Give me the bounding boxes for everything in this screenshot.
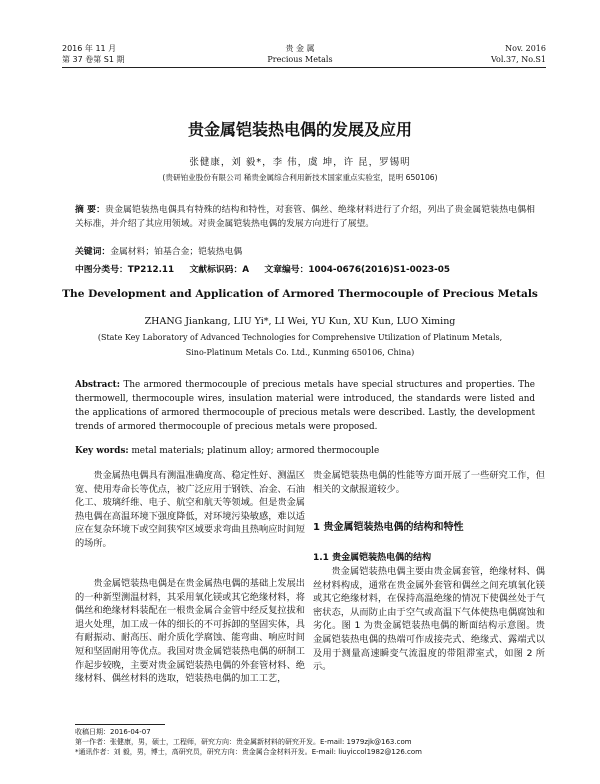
- authors-cn: 张健康，刘 毅*，李 伟，虞 坤，许 昆，罗锡明: [189, 157, 411, 168]
- header-volume: 第 37 卷第 S1 期: [62, 55, 125, 64]
- header-journal-en: Precious Metals: [267, 55, 333, 64]
- keywords-en: [75, 444, 535, 458]
- body-right-paragraph-2: 贵金属铠装热电偶主要由贵金属套管，绝缘材料、偶丝材料构成，通常在贵金属外套管和偶丝之间充填氧化镁或其它绝缘材料，在保持高温绝缘的情况下使偶丝处于气密状态，从而防止由于空气或高温下气体使热电偶腐蚀和劣化。图 1 为贵金属铠装热电偶的断面结构示意图。贵金属铠装热电偶的热端可作成接壳式、绝缘式、露端式以及用于测量高速瞬变气流温度的带阻滞室式，如图 2 所示。: [313, 566, 545, 673]
- keywords-en-text: metal materials; platinum alloy; armored thermocouple: [131, 446, 380, 456]
- body-left-paragraph-2: 贵金属铠装热电偶是在贵金属热电偶的基础上发展出的一种新型测温材料，其采用氧化镁或其它绝缘材料，将偶丝和绝缘材料装配在一根贵金属合金管中经反复拉拔和退火处理，加工成一体的细长的不可拆卸的坚固实体，具有耐振动、耐高压、耐介质化学腐蚀、能弯曲、响应时间短和坚固耐用等优点。我国对贵金属铠装热电偶的研制工作起步较晚，主要对贵金属铠装热电偶的外套管材料、绝缘材料、偶丝材料的选取，铠装热电偶的加工工艺，: [75, 578, 305, 685]
- authors-en: ZHANG Jiankang, LIU Yi*, LI Wei, YU Kun, XU Kun, LUO Ximing: [144, 316, 456, 327]
- affiliation-en-line1: (State Key Laboratory of Advanced Technologies for Comprehensive Utilization of Platinum Metals,: [97, 333, 503, 342]
- header-date: 2016 年 11 月: [62, 44, 117, 53]
- footnote-corresponding-author: *通讯作者：刘 毅，男，博士，高研究员，研究方向：贵金属合金材料开发。E-mail: liuyiccol1982@126.com: [75, 748, 422, 756]
- abstract-cn-text: 贵金属铠装热电偶具有特殊的结构和特性，对套管、偶丝、绝缘材料进行了介绍，列出了贵金属铠装热电偶相关标准，并介绍了其应用领域。对贵金属铠装热电偶的发展方向进行了展望。: [75, 205, 535, 229]
- abstract-en: [75, 378, 535, 434]
- affiliation-en-line2: Sino-Platinum Metals Co. Ltd., Kunming 650106, China): [185, 348, 415, 357]
- header-journal-cn: 贵 金 属: [285, 44, 315, 53]
- affiliation-cn: (贵研铂业股份有限公司 稀贵金属综合利用新技术国家重点实验室，昆明 650106): [162, 173, 438, 182]
- section-1-1-heading: 1.1 贵金属铠装热电偶的结构: [313, 553, 432, 563]
- footnote-first-author: 第一作者：张健康，男，硕士，工程师，研究方向：贵金属新材料的研究开发。E-mail: 1979zjk@163.com: [75, 738, 412, 746]
- abstract-en-label: Abstract:: [75, 380, 120, 390]
- title-en: The Development and Application of Armored Thermocouple of Precious Metals: [62, 288, 538, 300]
- keywords-en-label: Key words:: [75, 446, 129, 456]
- abstract-cn: [75, 203, 535, 231]
- abstract-cn-label: 摘 要：: [75, 205, 106, 215]
- footnote-rule: [75, 724, 165, 725]
- header-date-en: Nov. 2016: [505, 44, 546, 53]
- keywords-cn-text: 金属材料；铂基合金；铠装热电偶: [110, 247, 243, 257]
- body-left-paragraph-1: 贵金属热电偶具有测温准确度高、稳定性好、测温区宽、使用寿命长等优点，被广泛应用于钢铁、冶金、石油化工、玻璃纤维、电子、航空和航天等领域。但是贵金属热电偶在高温环境下强度降低，对环境污染敏感，难以适应在复杂环境下或空间狭窄区域要求弯曲且热响应时间短的场所。: [75, 470, 305, 549]
- abstract-en-text: The armored thermocouple of precious metals have special structures and properties. The thermowell, thermocouple wires, insulation material were introduced, the standards were listed and the applications of armored thermocouple of precious metals were described. Lastly, the development trends of armored thermocouple of precious metals were proposed.: [75, 380, 535, 432]
- classification-line: 中图分类号：TP212.11 文献标识码：A 文章编号：1004-0676(2016)S1-0023-05: [75, 265, 451, 275]
- section-1-heading: 1 贵金属铠装热电偶的结构和特性: [313, 522, 464, 533]
- keywords-cn-label: 关键词：: [75, 247, 111, 257]
- body-right-paragraph-1: 贵金属铠装热电偶的性能等方面开展了一些研究工作，但相关的文献报道较少。: [313, 470, 545, 495]
- header-rule: [62, 67, 546, 68]
- footnote-received: 收稿日期：2016-04-07: [75, 728, 151, 736]
- title-cn: 贵金属铠装热电偶的发展及应用: [187, 120, 412, 139]
- header-volume-en: Vol.37, No.S1: [490, 55, 546, 64]
- keywords-cn: [75, 245, 535, 259]
